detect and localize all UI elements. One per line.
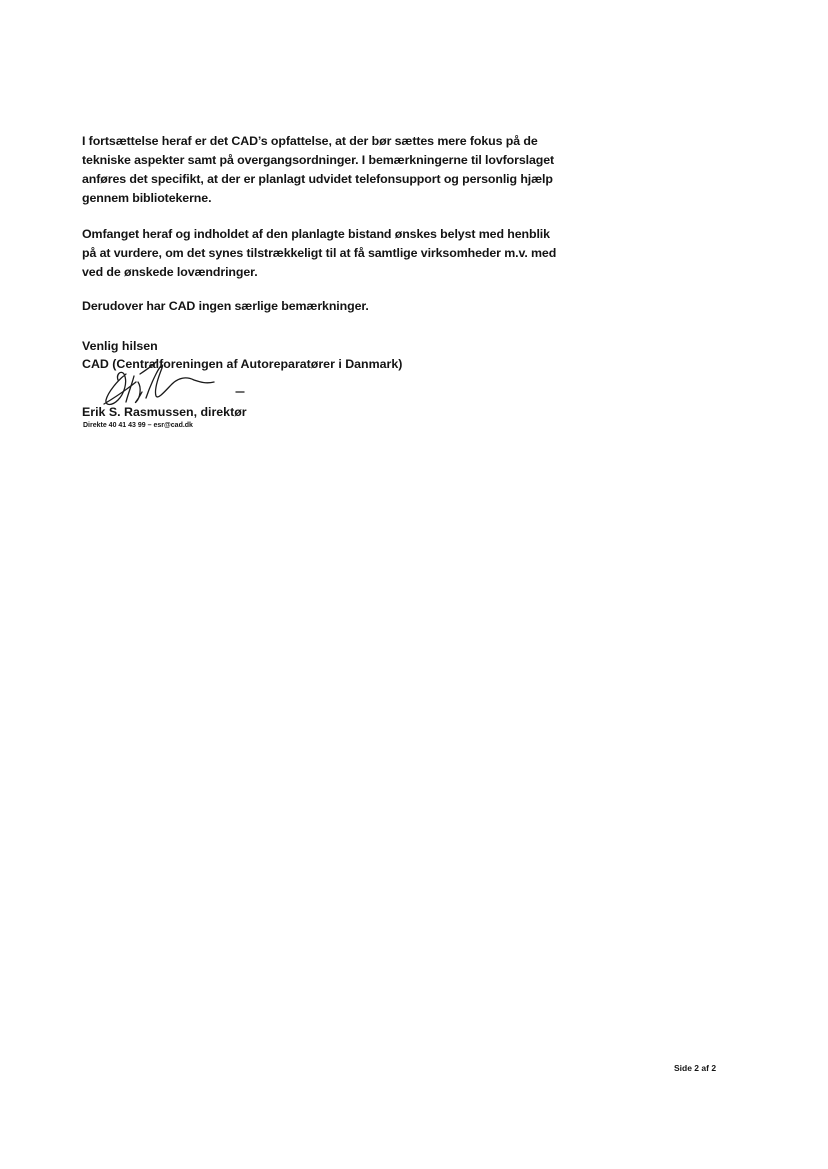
page-number: Side 2 af 2	[674, 1063, 717, 1073]
organization-name: CAD (Centralforeningen af Autoreparatører i Danmark)	[82, 357, 403, 371]
paragraph-1	[82, 132, 582, 208]
signer-name: Erik S. Rasmussen, direktør	[82, 405, 247, 419]
letter-body	[82, 132, 582, 316]
paragraph-3	[82, 297, 582, 316]
paragraph-line: gennem bibliotekerne.	[82, 191, 212, 205]
paragraph-2	[82, 225, 582, 282]
paragraph-line: Derudover har CAD ingen særlige bemærkninger.	[82, 299, 369, 313]
paragraph-line: på at vurdere, om det synes tilstrækkeligt til at få samtlige virksomheder m.v. med	[82, 246, 557, 260]
paragraph-line: I fortsættelse heraf er det CAD’s opfattelse, at der bør sættes mere fokus på de	[82, 134, 538, 148]
paragraph-line: tekniske aspekter samt på overgangsordninger. I bemærkningerne til lovforslaget	[82, 153, 555, 167]
greeting: Venlig hilsen	[82, 339, 158, 353]
signature-icon	[96, 352, 256, 412]
paragraph-line: anføres det specifikt, at der er planlagt udvidet telefonsupport og personlig hjælp	[82, 172, 553, 186]
paragraph-line: Omfanget heraf og indholdet af den planlagte bistand ønskes belyst med henblik	[82, 227, 550, 241]
paragraph-line: ved de ønskede lovændringer.	[82, 265, 258, 279]
contact-info: Direkte 40 41 43 99 – esr@cad.dk	[83, 422, 193, 429]
